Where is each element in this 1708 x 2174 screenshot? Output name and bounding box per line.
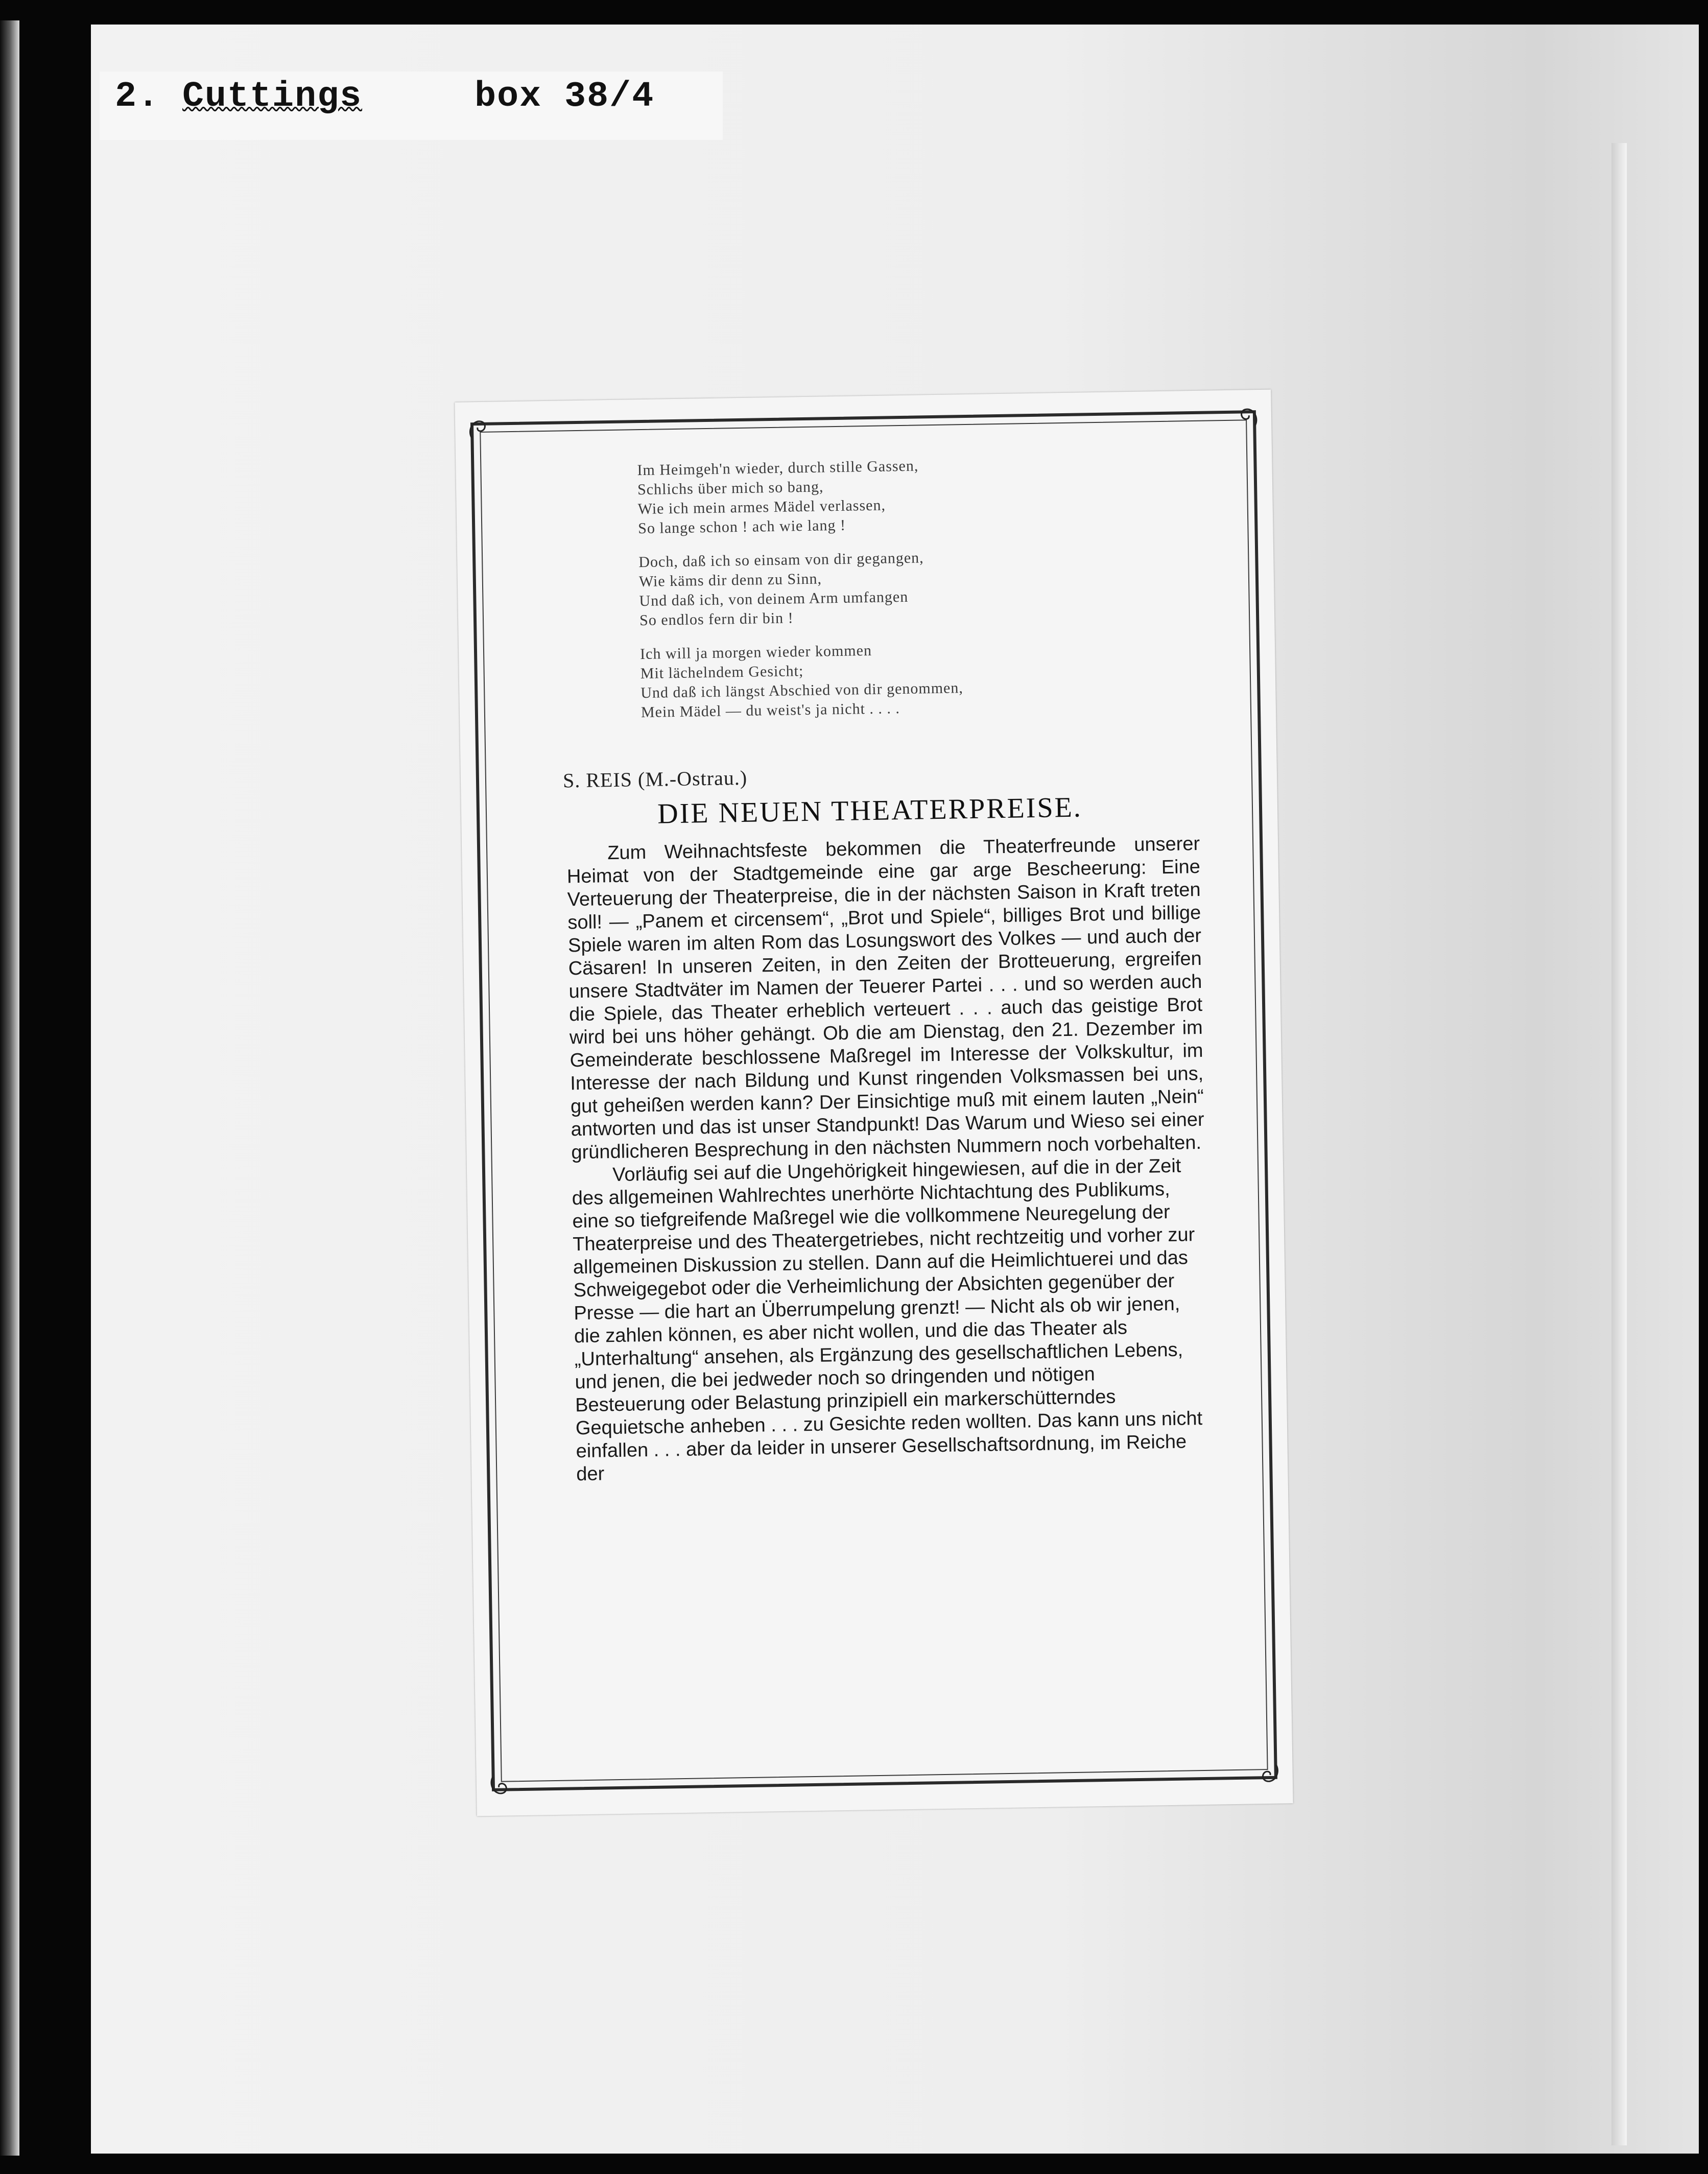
article-paragraph: Vorläufig sei auf die Ungehörigkeit hingewiesen, auf die in der Zeit des allgemeinen Wahlrechtes unerhörte Nichtachtung des Publikums, eine so tiefgreifende Maßregel wie die vollkommene Neuregelung der Theaterpreise und des Theatergetriebes, nicht rechtzeitig und vorher zur allgemeinen Diskussion zu stellen. Dann auf die Heimlichtuerei und das Schweigegebot oder die Verheimlichung der Absichten gegenüber der Presse — die hart an Überrumpelung grenzt! — Nicht als ob wir jenen, die zahlen können, es aber nicht wollen, und die das Theater als „Unterhaltung“ ansehen, als Ergänzung des gesellschaftlichen Lebens, und jenen, die bei jedweder noch so dringenden und nötigen Besteuerung oder Belastung prinzipiell ein markerschütterndes Gequietsche anheben . . . zu Gesichte reden wollten. Das kann uns nicht einfallen . . . aber da leider in unserer Gesellschaftsordnung, im Reiche der [572,1155,1203,1485]
scan-edge [0,20,19,2156]
poem-line: Doch, daß ich so einsam von dir gegangen, [638,549,924,571]
poem-line: Ich will ja morgen wieder kommen [639,642,872,663]
newspaper-clipping [455,390,1293,1816]
poem-line: So endlos fern dir bin ! [639,609,794,629]
stamp-box: box 38/4 [475,77,655,117]
ornament-top-right-icon [1236,405,1261,430]
poem-line: Und daß ich, von deinem Arm umfangen [639,588,909,610]
article-body [566,833,1210,1486]
poem [637,453,1152,737]
poem-line: Und daß ich längst Abschied von dir genommen, [640,679,964,702]
archive-stamp [115,77,654,117]
poem-line: Mit lächelndem Gesicht; [640,663,804,682]
poem-line: Wie ich mein armes Mädel verlassen, [637,497,886,518]
poem-stanza [640,636,1152,722]
page-fold [1611,143,1627,2145]
stamp-title: Cuttings [182,77,363,117]
poem-line: Wie käms dir denn zu Sinn, [638,570,822,590]
ornament-bottom-left-icon [488,1773,513,1798]
article-paragraph: Zum Weihnachtsfeste bekommen die Theaterfreunde unserer Heimat von der Stadtgemeinde eine gar arge Bescheerung: Eine Verteuerung der Theaterpreise, die in der nächsten Saison in Kraft treten soll! — „Panem et circensem“, „Brot und Spiele“, billiges Brot und billige Spiele waren im alten Rom das Losungswort des Volkes — und auch der Cäsaren! In unseren Zeiten, in den Zeiten der Brotteuerung, ergreifen unsere Stadtväter im Namen der Teuerer Partei . . . und so werden auch die Spiele, das Theater erheblich verteuert . . . auch das geistige Brot wird bei uns höher gehängt. Ob die am Dienstag, den 21. Dezember im Gemeinderate beschlossene Maßregel im Interesse der Volkskultur, im Interesse der nach Bildung und Kunst ringenden Volksmassen bei uns, gut geheißen werden kann? Der Einsichtige muß mit einem lauten „Nein“ antworten und das ist unser Standpunkt! Das Warum und Wieso sei einer gründlicheren Besprechung in den nächsten Nummern noch vorbehalten. [566,833,1204,1164]
article-byline: S. REIS (M.-Ostrau.) [562,766,748,792]
ornament-top-left-icon [466,417,491,442]
poem-line: Schlichs über mich so bang, [637,478,824,499]
poem-line: So lange schon ! ach wie lang ! [638,516,846,537]
poem-stanza [638,545,1150,630]
article-headline: DIE NEUEN THEATERPREISE. [657,791,1083,830]
poem-line: Im Heimgeh'n wieder, durch stille Gassen, [637,457,919,479]
poem-line: Mein Mädel — du weist's ja nicht . . . . [640,700,900,721]
stamp-number: 2. [115,77,160,117]
ornament-bottom-right-icon [1256,1761,1282,1786]
poem-stanza [637,453,1149,538]
